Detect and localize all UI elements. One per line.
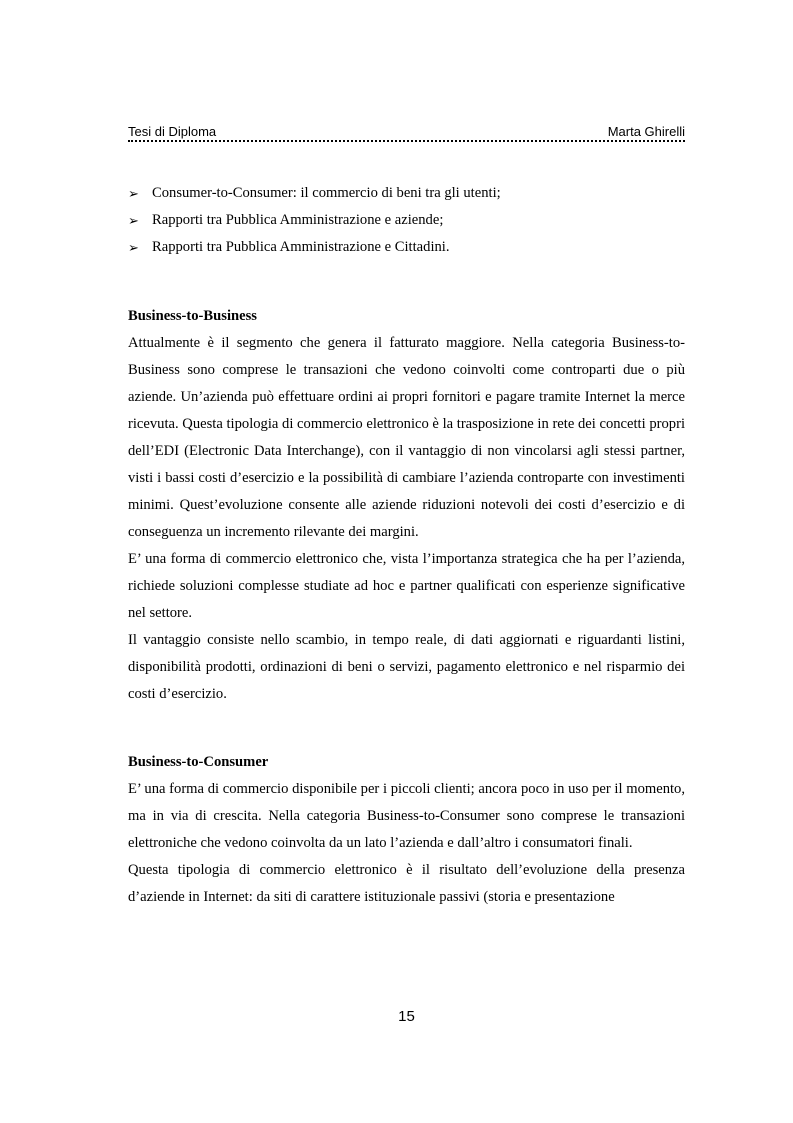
list-item [128,234,685,261]
list-item-text: Consumer-to-Consumer: il commercio di beni tra gli utenti; [152,185,501,201]
page-body [128,180,685,911]
paragraph: Questa tipologia di commercio elettronico è il risultato dell’evoluzione della presenza d’aziende in Internet: da siti di carattere istituzionale passivi (storia e presentazione [128,862,685,905]
header-author: Marta Ghirelli [607,124,685,139]
arrowhead-bullet-icon: ➢ [128,240,139,255]
paragraph: Attualmente è il segmento che genera il fatturato maggiore. Nella categoria Business-to-Business sono comprese le transazioni che vedono coinvolti come controparti due o più aziende. Un’azienda può effettuare ordini ai propri fornitori e pagare tramite Internet la merce ricevuta. Questa tipologia di commercio elettronico è la trasposizione in rete dei concetti propri dell’EDI (Electronic Data Interchange), con il vantaggio di non vincolarsi agli stessi partner, visti i bassi costi d’esercizio e la possibilità di cambiare l’azienda controparte con investimenti minimi. Quest’evoluzione consente alle aziende riduzioni notevoli dei costi d’esercizio e di conseguenza un incremento rilevante dei margini. [128,335,685,540]
list-item-text: Rapporti tra Pubblica Amministrazione e aziende; [152,212,444,228]
list-item [128,180,685,207]
arrowhead-bullet-icon: ➢ [128,186,139,201]
spacer [128,708,685,749]
list-item-text: Rapporti tra Pubblica Amministrazione e Cittadini. [152,239,450,255]
list-item [128,207,685,234]
section-title-b2c: Business-to-Consumer [128,754,269,770]
bullet-list [128,180,685,261]
header-divider [128,140,685,142]
paragraph: E’ una forma di commercio disponibile per i piccoli clienti; ancora poco in uso per il momento, ma in via di crescita. Nella categoria Business-to-Consumer sono comprese le transazioni elettroniche che vedono coinvolta da un lato l’azienda e dall’altro i consumatori finali. [128,781,685,851]
page-number: 15 [398,1008,415,1025]
spacer [128,261,685,303]
paragraph: Il vantaggio consiste nello scambio, in tempo reale, di dati aggiornati e riguardanti listini, disponibilità prodotti, ordinazioni di beni o servizi, pagamento elettronico e nel risparmio dei costi d’esercizio. [128,632,685,702]
section-title-b2b: Business-to-Business [128,308,257,324]
arrowhead-bullet-icon: ➢ [128,213,139,228]
paragraph: E’ una forma di commercio elettronico che, vista l’importanza strategica che ha per l’azienda, richiede soluzioni complesse studiate ad hoc e partner qualificati con esperienze significative nel settore. [128,551,685,621]
header-thesis-title: Tesi di Diploma [128,124,217,139]
